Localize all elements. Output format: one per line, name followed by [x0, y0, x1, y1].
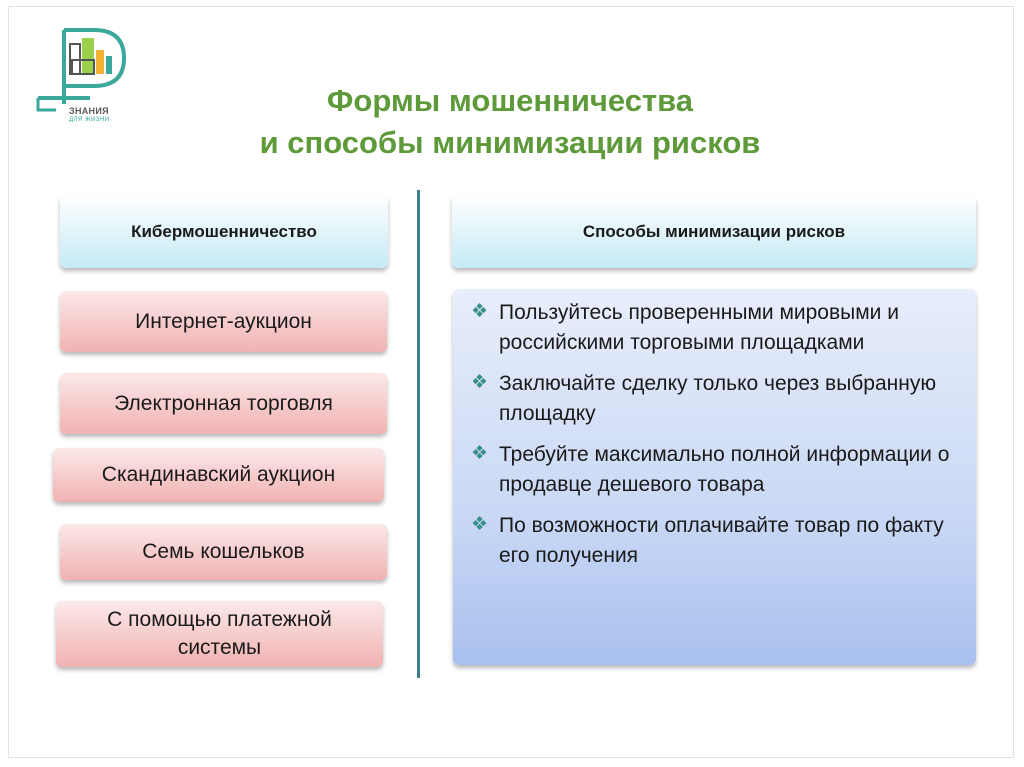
fraud-item-scandinavian-auction: [53, 448, 384, 502]
right-header-label: Способы минимизации рисков: [582, 222, 846, 241]
title-line-1: Формы мошенничества: [326, 83, 694, 118]
list-item-text: По возможности оплачивайте товар по факту его получения: [499, 514, 944, 567]
fraud-item-label: Семь кошельков: [142, 540, 305, 563]
fraud-item-label: С помощью платежной системы: [107, 608, 332, 659]
fraud-item-label: Интернет-аукцион: [135, 309, 312, 333]
list-item: [471, 511, 956, 571]
diamond-bullet-icon: ❖: [471, 301, 489, 322]
fraud-item-label: Скандинавский аукцион: [101, 463, 336, 486]
fraud-item-internet-auction: [60, 291, 387, 352]
risk-mitigation-panel: [453, 289, 976, 665]
left-header: [60, 196, 388, 268]
page-title: [160, 80, 860, 164]
fraud-item-seven-wallets: [60, 524, 387, 580]
title-line-2: и способы минимизации рисков: [259, 125, 761, 160]
column-divider: [417, 190, 420, 678]
list-item-text: Заключайте сделку только через выбранную площадку: [499, 372, 937, 425]
diamond-bullet-icon: ❖: [471, 443, 489, 464]
fraud-item-e-commerce: [60, 373, 387, 434]
list-item: [471, 440, 956, 500]
left-header-label: Кибермошенничество: [131, 222, 317, 241]
diamond-bullet-icon: ❖: [471, 372, 489, 393]
right-header: [452, 196, 976, 268]
fraud-item-label: Электронная торговля: [114, 391, 333, 415]
list-item: [471, 298, 956, 358]
logo-subtext: ДЛЯ ЖИЗНИ: [69, 117, 110, 123]
list-item: [471, 369, 956, 429]
list-item-text: Пользуйтесь проверенными мировыми и российскими торговыми площадками: [499, 301, 899, 354]
diamond-bullet-icon: ❖: [471, 514, 489, 535]
logo-text: ЗНАНИЯ: [69, 106, 109, 116]
list-item-text: Требуйте максимально полной информации о продавце дешевого товара: [499, 443, 950, 496]
fraud-item-payment-system: [56, 601, 383, 667]
